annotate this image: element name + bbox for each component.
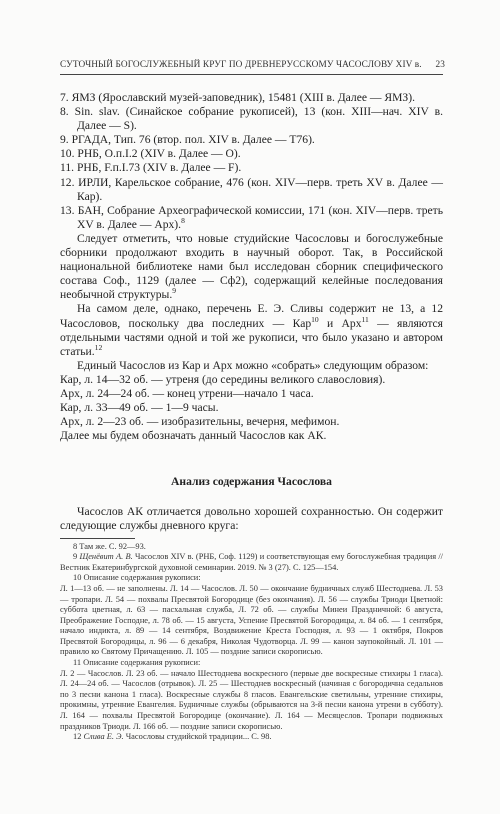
composition-item: Кар, л. 14—32 об. — утреня (до середины великого славословия). <box>60 372 386 386</box>
source-item: 10. РНБ, О.п.I.2 (XIV в. Далее — О). <box>60 147 241 161</box>
manuscript-list <box>60 91 443 232</box>
footnote-ref: 10 <box>311 314 319 324</box>
footnote: 9 Щенёвит А. В. Часослов XIV в. (РНБ, Соф. 1129) и соответствующая ему богослужебная традиция // Вестник Екатеринбургской духовной семинарии. 2019. № 3 (27). С. 125—154. <box>60 552 444 572</box>
footnote: 11 Описание содержания рукописи: <box>73 658 201 668</box>
header-rule <box>60 74 443 75</box>
footnote: 10 Описание содержания рукописи: <box>73 573 201 583</box>
footnote-ref: 11 <box>361 314 369 324</box>
section-heading: Анализ содержания Часослова <box>171 475 332 489</box>
source-item: 9. РГАДА, Тип. 76 (втор. пол. XIV в. Далее — Т76). <box>60 133 315 147</box>
paragraph: Далее мы будем обозначать данный Часослов как АК. <box>60 429 327 443</box>
footnote-ref: 12 <box>94 342 103 352</box>
source-item: 8. Sin. slav. (Синайское собрание рукописей), 13 (кон. XIII—нач. XIV в. Далее — S). <box>60 105 443 133</box>
footnote-body: Л. 1—13 об. — не заполнены. Л. 14 — Часослов. Л. 50 — окончание будничных служб Шестоднева. Л. 53 — тропари. Л. 54 — похвалы Пресвятой Богородице (без окончания). Л. 56 — службы Триоди Цветной: суббота цветная, л. 63 — пасхальная служба, Л. 72 об. — службы Минеи Праздничной: 6 августа, Преображение Господне, л. 78 об. — 15 августа, Успение Пресвятой Богородицы, л. 84 об. — 1 сентября, начало индикта, л. 89 — 14 сентября, Воздвижение Креста Господня, л. 93 — 1 октября, Покров Пресвятой Богородицы, л. 96 — 6 декабря, Николая Чудотворца. Л. 99 — канон заупокойный. Л. 101 — правило ко Святому Причащению. Л. 105 — поздние записи скорописью. <box>60 583 443 657</box>
page-body <box>60 91 443 743</box>
source-item: 12. ИРЛИ, Карельское собрание, 476 (кон. XIV—перв. треть XV в. Далее — Кар). <box>60 175 443 203</box>
composition-item: Арх, л. 2—23 об. — изобразительны, вечерня, мефимон. <box>60 415 340 429</box>
running-header <box>60 60 445 70</box>
paragraph: На самом деле, однако, перечень Е. Э. Сливы содержит не 13, а 12 Часословов, поскольку два последних — Кар$^{10}$ и Арх$^{11}$ — являются отдельными частями одной и той же рукописи, что было указано и автором статьи.$^{12}$ <box>60 302 444 358</box>
paragraph: Единый Часослов из Кар и Арх можно «собрать» следующим образом: <box>77 358 429 372</box>
page-number: 23 <box>435 60 445 70</box>
composition-item: Арх, л. 24—24 об. — конец утрени—начало 1 часа. <box>60 386 314 400</box>
footnote: 12 Слива Е. Э. Часословы студийской традиции... С. 98. <box>73 732 272 742</box>
composition-item: Кар, л. 33—49 об. — 1—9 часы. <box>60 401 219 415</box>
source-item: 13. БАН, Собрание Археографической комиссии, 171 (кон. XIV—перв. треть XV в. Далее — Арх).$^8$ <box>60 203 443 231</box>
running-title: СУТОЧНЫЙ БОГОСЛУЖЕБНЫЙ КРУГ ПО ДРЕВНЕРУССКОМУ ЧАСОСЛОВУ XIV в. <box>60 60 422 70</box>
footnote-ref: 9 <box>172 286 177 296</box>
footnote-ref: 8 <box>181 215 185 225</box>
footnote: 8 Там же. С. 92—93. <box>73 541 146 551</box>
footnote-rule <box>60 538 135 539</box>
source-item: 11. РНБ, F.п.I.73 (XIV в. Далее — F). <box>60 161 242 175</box>
footnotes <box>60 542 443 743</box>
source-item: 7. ЯМЗ (Ярославский музей-заповедник), 15481 (XIII в. Далее — ЯМЗ). <box>60 91 415 104</box>
paragraph: Следует отметить, что новые студийские Часословы и богослужебные сборники продолжают входить в научный оборот. Так, в Российской национальной библиотеке нами был исследован сборник специфического состава Соф., 1129 (далее — Сф2), содержащий келейные последования необычной структуры.$^9$ <box>60 231 443 302</box>
footnote-body: Л. 2 — Часослов. Л. 23 об. — начало Шестоднева воскресного (первые две воскресные стихиры 1 гласа). Л. 24—24 об. — Часослов (отрывок). Л. 25 — Шестоднев воскресный (начиная с богородична седальнов по 3 песни канона 1 гласа). Воскресные службы 8 гласов. Евангельские светильны, утренние стихиры, прокимны, утренние Евангелия. Будничные службы (обрываются на 3-й песни канона утрени в субботу). Л. 164 — похвалы Пресвятой Богородице (окончание). Л. 164 — Месяцеслов. Тропари подвижных праздников Триоди. Л. 166 об. — поздние записи скорописью. <box>60 668 443 731</box>
composition-list <box>60 373 443 429</box>
paragraph: Часослов АК отличается довольно хорошей сохранностью. Он содержит следующие службы дневного круга: <box>60 505 443 533</box>
